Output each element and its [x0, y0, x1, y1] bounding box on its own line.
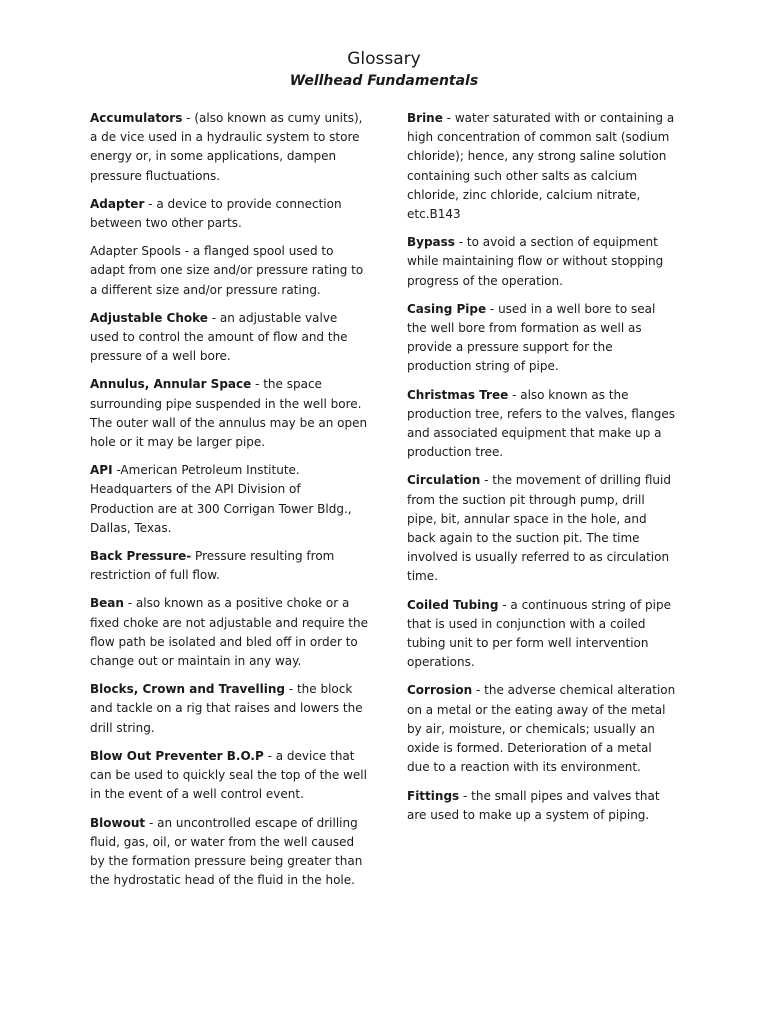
glossary-entry: [407, 109, 677, 224]
glossary-definition: - water saturated with or containing a high concentration of common salt (sodium chloride); hence, any strong saline solution containing such other salts as calcium chloride, zinc chloride, calcium nitrate, etc.B143: [407, 111, 675, 222]
glossary-term: Brine: [407, 111, 443, 125]
glossary-term: API: [90, 463, 113, 478]
glossary-term: Blowout: [90, 815, 146, 830]
glossary-term: Accumulators: [90, 111, 183, 125]
glossary-definition: - used in a well bore to seal the well bore from formation as well as provide a pressure support for the production string of pipe.: [407, 301, 656, 374]
glossary-definition: - an adjustable valve used to control the amount of flow and the pressure of a well bore.: [90, 310, 348, 364]
glossary-definition: Adapter Spools - a flanged spool used to adapt from one size and/or pressure rating to a different size and/or pressure rating.: [90, 244, 364, 297]
glossary-term: Blocks, Crown and Travelling: [90, 682, 285, 697]
glossary-entry: [90, 747, 368, 805]
glossary-entry: [407, 596, 677, 673]
glossary-term: Annulus, Annular Space: [90, 377, 252, 392]
glossary-definition: - to avoid a section of equipment while maintaining flow or without stopping progress of the operation.: [407, 235, 664, 288]
glossary-entry: [407, 681, 677, 777]
glossary-definition: - the adverse chemical alteration on a metal or the eating away of the metal by air, moisture, or chemicals; usually an oxide is formed. Deterioration of a metal due to a reaction with its environment.: [407, 683, 676, 775]
glossary-definition: - an uncontrolled escape of drilling fluid, gas, oil, or water from the well caused by the formation pressure being greater than the hydrostatic head of the fluid in the hole.: [90, 815, 363, 888]
glossary-definition: -American Petroleum Institute. Headquarters of the API Division of Production are at 300 Corrigan Tower Bldg., Dallas, Texas.: [90, 463, 352, 535]
glossary-entry: [90, 109, 368, 186]
glossary-term: Casing Pipe: [407, 301, 487, 316]
page-title: Glossary: [347, 49, 421, 69]
glossary-entry: [90, 680, 368, 738]
glossary-term: Bean: [90, 596, 124, 611]
glossary-definition: - the movement of drilling fluid from the suction pit through pump, drill pipe, bit, annular space in the hole, and back again to the suction pit. The time involved is usually referred to as circulation time.: [407, 473, 671, 584]
glossary-term: Adjustable Choke: [90, 310, 208, 325]
right-column: [407, 109, 677, 834]
glossary-definition: - a device that can be used to quickly seal the top of the well in the event of a well control event.: [90, 748, 367, 802]
glossary-definition: - also known as a positive choke or a fixed choke are not adjustable and require the flow path be isolated and bled off in order to change out or maintain in any way.: [90, 596, 368, 669]
glossary-entry: [90, 242, 368, 300]
glossary-definition: - (also known as cumy units), a de vice used in a hydraulic system to store energy or, in some applications, dampen pressure fluctuations.: [90, 111, 363, 183]
glossary-term: Adapter: [90, 196, 145, 211]
glossary-definition: - the small pipes and valves that are used to make up a system of piping.: [407, 788, 660, 822]
glossary-definition: - the block and tackle on a rig that raises and lowers the drill string.: [90, 682, 363, 735]
glossary-term: Blow Out Preventer B.O.P: [90, 748, 264, 763]
glossary-definition: - a device to provide connection between two other parts.: [90, 196, 342, 231]
glossary-entry: [90, 547, 368, 585]
glossary-definition: - the space surrounding pipe suspended in the well bore. The outer wall of the annulus may be an open hole or it may be larger pipe.: [90, 377, 368, 450]
glossary-entry: [90, 594, 368, 671]
glossary-entry: [407, 233, 677, 291]
glossary-entry: [407, 386, 677, 463]
page-subtitle: Wellhead Fundamentals: [289, 73, 479, 89]
glossary-term: Corrosion: [407, 683, 473, 698]
glossary-entry: [407, 300, 677, 377]
glossary-term: Circulation: [407, 473, 481, 488]
glossary-definition: Pressure resulting from restriction of full flow.: [90, 549, 335, 583]
glossary-term: Coiled Tubing: [407, 597, 499, 612]
glossary-entry: [90, 195, 368, 233]
glossary-definition: - a continuous string of pipe that is used in conjunction with a coiled tubing unit to per form well intervention operations.: [407, 597, 671, 670]
glossary-term: Fittings: [407, 788, 460, 803]
glossary-entry: [407, 787, 677, 825]
glossary-definition: - also known as the production tree, refers to the valves, flanges and associated equipment that make up a production tree.: [407, 387, 675, 460]
glossary-entry: [90, 814, 368, 891]
glossary-entry: [90, 375, 368, 452]
glossary-entry: [90, 461, 368, 538]
glossary-term: Bypass: [407, 235, 455, 250]
glossary-term: Christmas Tree: [407, 387, 509, 402]
glossary-term: Back Pressure-: [90, 549, 192, 564]
glossary-entry: [407, 471, 677, 586]
left-column: [90, 109, 368, 899]
glossary-entry: [90, 309, 368, 367]
